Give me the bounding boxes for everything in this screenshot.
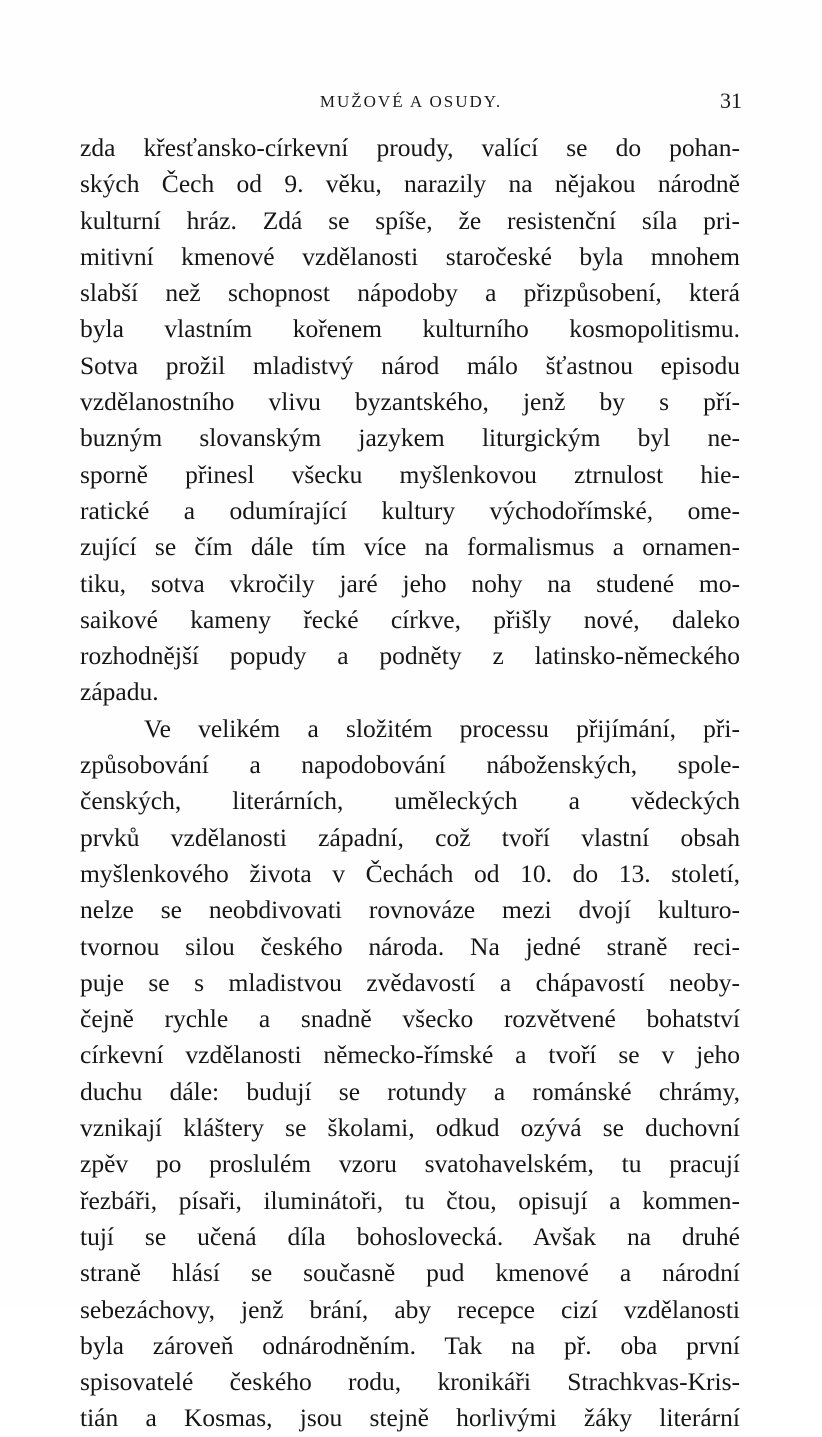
text-line: tvornou silou českého národa. Na jedné straně reci- <box>80 931 740 961</box>
text-line: zpěv po proslulém vzoru svatohavelském, tu pracují <box>80 1149 740 1179</box>
text-line: tují se učená díla bohoslovecká. Avšak na druhé <box>80 1221 740 1251</box>
text-line: zující se čím dále tím více na formalismus a ornamen- <box>80 532 740 562</box>
text-line: kulturní hráz. Zdá se spíše, že resistenční síla pri- <box>80 205 740 235</box>
text-line: sporně přinesl všecku myšlenkovou ztrnulost hie- <box>80 459 740 489</box>
text-line: myšlenkového života v Čechách od 10. do 13. století, <box>80 858 740 888</box>
text-line: slabší než schopnost nápodoby a přizpůsobení, která <box>80 278 740 308</box>
text-line: nelze se neobdivovati rovnováze mezi dvojí kulturo- <box>80 895 740 925</box>
text-line: spisovatelé českého rodu, kronikáři Strachkvas-Kris- <box>80 1367 740 1397</box>
body-text <box>80 130 740 1437</box>
text-line: buzným slovanským jazykem liturgickým byl ne- <box>80 423 740 453</box>
page-number: 31 <box>720 88 742 113</box>
paragraph <box>80 711 740 1437</box>
text-line: církevní vzdělanosti německo-římské a tvoří se v jeho <box>80 1040 740 1070</box>
text-line: ratické a odumírající kultury východořímské, ome- <box>80 495 740 525</box>
text-line: byla zároveň odnárodněním. Tak na př. oba první <box>80 1330 740 1360</box>
text-line: mitivní kmenové vzdělanosti staročeské byla mnohem <box>80 241 740 271</box>
text-line: ských Čech od 9. věku, narazily na nějakou národně <box>80 169 740 199</box>
text-line: způsobování a napodobování náboženských, spole- <box>80 750 740 780</box>
text-line: puje se s mladistvou zvědavostí a chápavostí neoby- <box>80 967 740 997</box>
running-title: MUŽOVÉ A OSUDY. <box>319 92 503 111</box>
text-line: duchu dále: budují se rotundy a románské chrámy, <box>80 1076 740 1106</box>
text-line: sebezáchovy, jenž brání, aby recepce cizí vzdělanosti <box>80 1294 740 1324</box>
paragraph <box>80 130 740 711</box>
text-line: čejně rychle a snadně všecko rozvětvené bohatství <box>80 1004 740 1034</box>
text-line: tián a Kosmas, jsou stejně horlivými žáky literární <box>80 1403 740 1433</box>
text-line: saikové kameny řecké církve, přišly nové, daleko <box>80 604 740 634</box>
text-line: prvků vzdělanosti západní, což tvoří vlastní obsah <box>80 822 740 852</box>
text-line: západu. <box>80 677 159 707</box>
text-line: tiku, sotva vkročily jaré jeho nohy na studené mo- <box>80 568 740 598</box>
text-line: rozhodnější popudy a podněty z latinsko-německého <box>80 641 740 671</box>
text-line: čenských, literárních, uměleckých a vědeckých <box>80 786 740 816</box>
paragraphs <box>80 130 740 1437</box>
text-line: vznikají kláštery se školami, odkud ozývá se duchovní <box>80 1113 740 1143</box>
text-line: řezbáři, písaři, iluminátoři, tu čtou, opisují a kommen- <box>80 1185 740 1215</box>
text-line: zda křesťansko-církevní proudy, valící se do pohan- <box>80 133 740 162</box>
text-line: straně hlásí se současně pud kmenové a národní <box>80 1258 740 1288</box>
text-line: Sotva prožil mladistvý národ málo šťastnou episodu <box>80 350 740 380</box>
running-head <box>80 88 742 118</box>
text-line: byla vlastním kořenem kulturního kosmopolitismu. <box>80 314 740 344</box>
text-line: vzdělanostního vlivu byzantského, jenž by s pří- <box>80 387 740 417</box>
text-line: Ve velikém a složitém processu přijímání, při- <box>144 713 740 743</box>
